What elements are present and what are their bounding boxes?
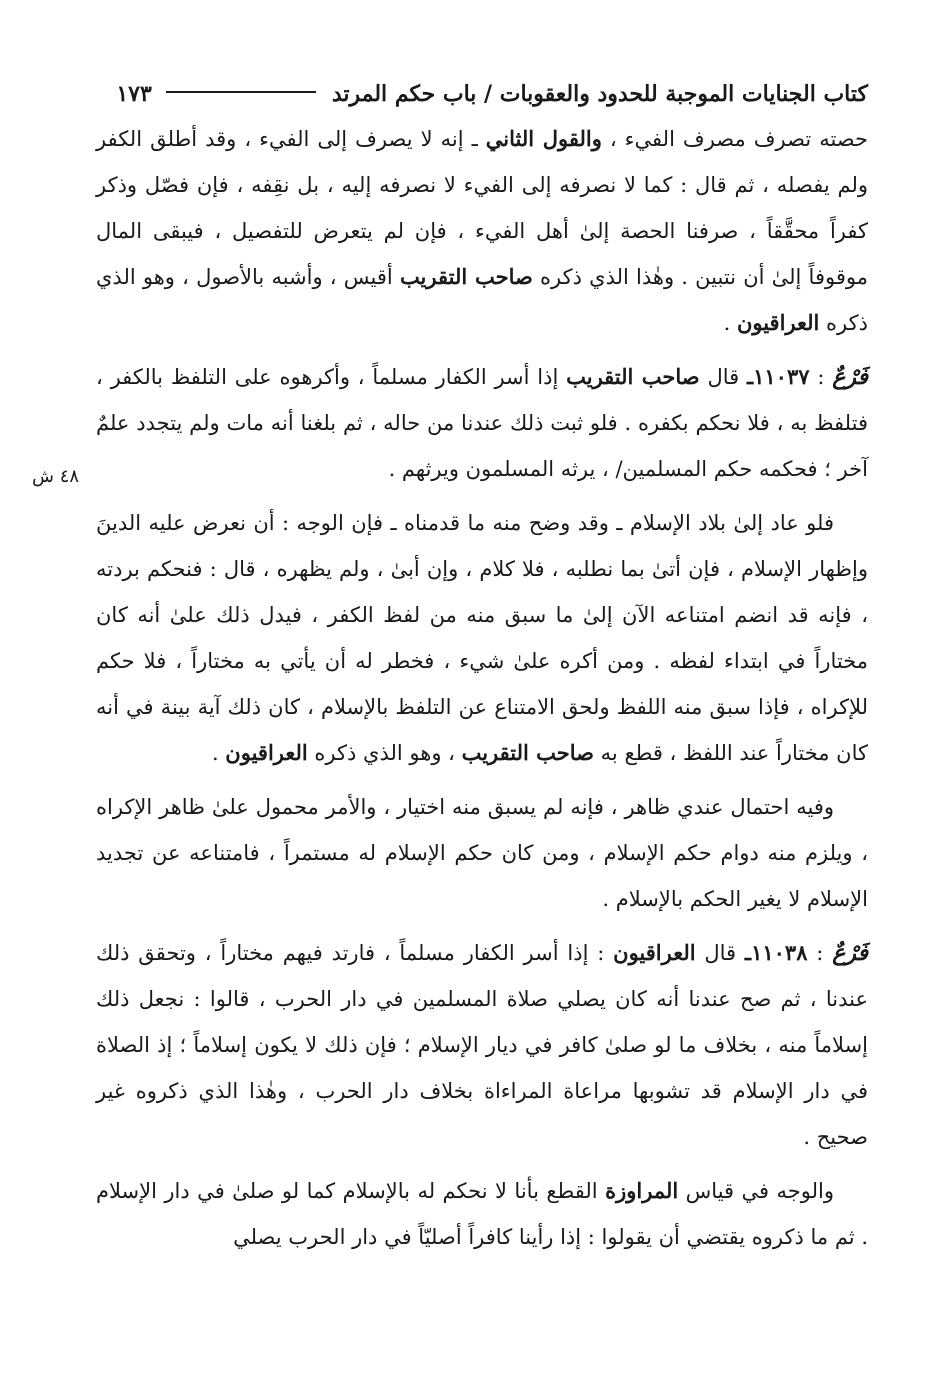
margin-note: ٤٨ ش <box>32 466 80 487</box>
text-run: والوجه في قياس <box>678 1179 834 1203</box>
book-page <box>96 72 868 1268</box>
text-run: . <box>211 741 226 765</box>
far-heading: فَرْعٌ <box>832 940 869 966</box>
paragraph <box>96 116 868 346</box>
text-run: القطع بأنا لا نحكم له بالإسلام كما لو صلىٰ في دار الإسلام . ثم ما ذكروه يقتضي أن يقولوا : إذا رأينا كافراً أصليّاً في دار الحرب يصلي <box>96 1179 868 1249</box>
text-run: حصته تصرف مصرف الفيء ، <box>601 127 868 151</box>
text-run: أقيس ، وأشبه بالأصول ، وهو الذي ذكره <box>96 265 868 335</box>
text-run: ـ إنه لا يصرف إلى الفيء ، وقد أطلق الكفر ولم يفصله ، ثم قال : كما لا نصرفه إلى الفيء لا نصرفه إليه ، بل نقِفه ، فإن فصّل وذكر كفراً محقَّقاً ، صرفنا الحصة إلىٰ أهل الفيء ، فإن لم يتعرض للتفصيل ، فيبقى المال موقوفاً إلىٰ أن نتبين . وهٰذا الذي ذكره <box>96 127 868 289</box>
paragraph <box>96 1168 868 1260</box>
bold-term: صاحب التقريب <box>399 264 533 289</box>
bold-term: ١١٠٣٨ـ <box>744 940 808 965</box>
running-header <box>96 72 868 116</box>
page-number: ١٧٣ <box>116 81 152 107</box>
bold-term: المراوزة <box>605 1178 679 1203</box>
bold-term: والقول الثاني <box>485 126 602 151</box>
text-run: فلو عاد إلىٰ بلاد الإسلام ـ وقد وضح منه ما قدمناه ـ فإن الوجه : أن نعرض عليه الدينَ وإظهار الإسلام ، فإن أتىٰ بما نطلبه ، فلا كلام ، وإن أبىٰ ، ولم يظهره ، قال : فنحكم بردته ، فإنه قد انضم امتناعه الآن إلىٰ ما سبق منه من لفظ الكفر ، فيدل ذلك علىٰ أنه كان مختاراً في ابتداء لفظه . ومن أكره علىٰ شيء ، فخطر له أن يأتي به مختاراً ، فلا حكم للإكراه ، فإذا سبق منه اللفظ ولحق الامتناع عن التلفظ بالإسلام ، كان ذلك آية بينة في أنه كان مختاراً عند اللفظ ، قطع به <box>96 511 868 765</box>
text-run: وفيه احتمال عندي ظاهر ، فإنه لم يسبق منه اختيار ، والأمر محمول علىٰ ظاهر الإكراه ، ويلزم منه دوام حكم الإسلام ، ومن كان حكم الإسلام له مستمراً ، فامتناعه عن تجديد الإسلام لا يغير الحكم بالإسلام . <box>96 795 868 911</box>
text-run: قال <box>695 941 745 965</box>
bold-term: ١١٠٣٧ـ <box>746 364 810 389</box>
bold-term: العراقيون <box>736 310 820 335</box>
body-text <box>96 116 868 1260</box>
header-rule <box>166 91 316 93</box>
bold-term: صاحب التقريب <box>461 740 594 765</box>
paragraph <box>96 500 868 776</box>
text-run: ، وهو الذي ذكره <box>307 741 462 765</box>
text-run: قال <box>699 365 747 389</box>
text-run: : <box>809 365 833 389</box>
bold-term: صاحب التقريب <box>566 364 700 389</box>
text-run: : <box>807 941 833 965</box>
bold-term: العراقيون <box>225 740 308 765</box>
text-run: : إذا أسر الكفار مسلماً ، فارتد فيهم مختاراً ، وتحقق ذلك عندنا ، ثم صح عندنا أنه كان يصلي صلاة المسلمين في دار الحرب ، قالوا : نجعل ذلك إسلاماً منه ، بخلاف ما لو صلىٰ كافر في ديار الإسلام ؛ فإن ذلك لا يكون إسلاماً ؛ إذ الصلاة في دار الإسلام قد تشوبها مراعاة المراءاة بخلاف دار الحرب ، وهٰذا الذي ذكروه غير صحيح . <box>96 941 868 1149</box>
paragraph <box>96 784 868 922</box>
text-run: إذا أسر الكفار مسلماً ، وأكرهوه على التلفظ بالكفر ، فتلفظ به ، فلا نحكم بكفره . فلو ثبت ذلك عندنا من حاله ، ثم بلغنا أنه مات ولم يتجدد علمٌ آخر ؛ فحكمه حكم المسلمين/ ، يرثه المسلمون ويرثهم . <box>96 365 868 481</box>
bold-term: العراقيون <box>613 940 696 965</box>
paragraph <box>96 354 868 492</box>
header-title: كتاب الجنايات الموجبة للحدود والعقوبات / باب حكم المرتد <box>331 81 868 107</box>
far-heading: فَرْعٌ <box>832 364 869 390</box>
text-run: . <box>723 311 737 335</box>
paragraph <box>96 930 868 1160</box>
